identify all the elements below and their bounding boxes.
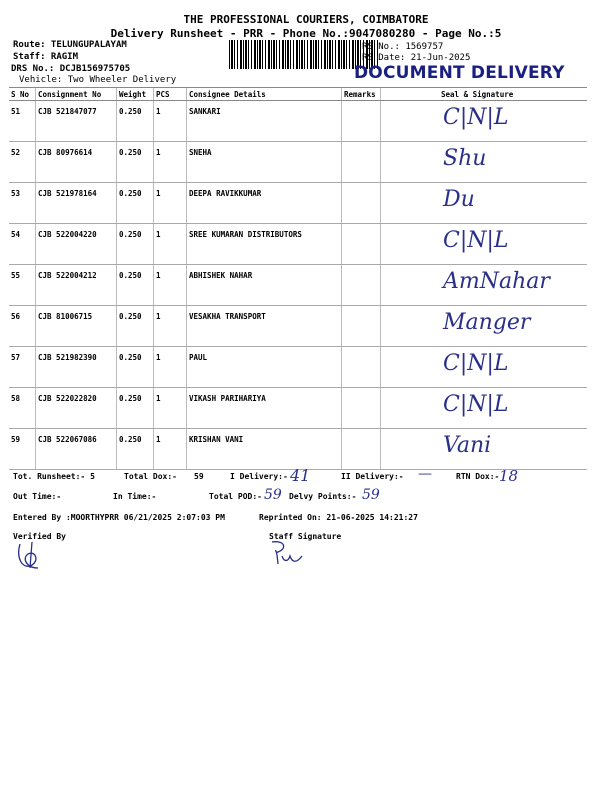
row-remarks (342, 306, 381, 347)
i-delivery-label: I Delivery:- (230, 472, 288, 481)
row-consignee: SANKARI (187, 101, 342, 142)
row-consignee: SNEHA (187, 142, 342, 183)
table-row (9, 306, 587, 347)
row-consignee: DEEPA RAVIKKUMAR (187, 183, 342, 224)
row-sno: 55 (9, 265, 36, 306)
row-signature (381, 142, 588, 183)
staff-label: Staff: RAGIM (13, 52, 79, 62)
company-title: THE PROFESSIONAL COURIERS, COIMBATORE (183, 13, 429, 26)
handwritten-signature: Vani (443, 433, 492, 458)
table-row (9, 429, 587, 470)
row-sno: 54 (9, 224, 36, 265)
table-row (9, 101, 587, 142)
row-pcs: 1 (154, 224, 187, 265)
rtn-dox-value: 18 (499, 467, 519, 485)
row-consignee: VESAKHA TRANSPORT (187, 306, 342, 347)
verified-signature-mark (14, 538, 48, 572)
total-dox-value: 59 (194, 472, 204, 481)
row-weight: 0.250 (117, 224, 154, 265)
row-consignee: KRISHAN VANI (187, 429, 342, 470)
out-time-label: Out Time:- (13, 492, 62, 501)
handwritten-signature: C|N|L (443, 228, 509, 253)
row-pcs: 1 (154, 347, 187, 388)
row-consignment-no: CJB 80976614 (36, 142, 117, 183)
row-consignment-no: CJB 81006715 (36, 306, 117, 347)
total-runsheet: Tot. Runsheet:- 5 (13, 472, 95, 481)
handwritten-signature: Du (443, 187, 475, 212)
staff-signature-mark (268, 538, 308, 568)
row-remarks (342, 347, 381, 388)
route-label: Route: TELUNGUPALAYAM (13, 40, 127, 50)
table-row (9, 142, 587, 183)
table-row (9, 183, 587, 224)
row-consignment-no: CJB 522022820 (36, 388, 117, 429)
vehicle-label: Vehicle: Two Wheeler Delivery (19, 75, 177, 85)
col-pcs: PCS (154, 88, 187, 101)
row-sno: 58 (9, 388, 36, 429)
delvy-points-label: Delvy Points:- (289, 492, 357, 501)
row-weight: 0.250 (117, 183, 154, 224)
ii-delivery-label: II Delivery:- (341, 472, 404, 481)
row-signature (381, 429, 588, 470)
col-signature: Seal & Signature (381, 88, 588, 101)
row-pcs: 1 (154, 142, 187, 183)
col-sno: S No (9, 88, 36, 101)
table-row (9, 265, 587, 306)
row-weight: 0.250 (117, 347, 154, 388)
row-weight: 0.250 (117, 101, 154, 142)
row-signature (381, 347, 588, 388)
row-weight: 0.250 (117, 388, 154, 429)
handwritten-signature: Manger (443, 310, 531, 335)
handwritten-signature: AmNahar (443, 269, 550, 294)
row-signature (381, 265, 588, 306)
col-consignment: Consignment No (36, 88, 117, 101)
row-pcs: 1 (154, 388, 187, 429)
row-sno: 53 (9, 183, 36, 224)
row-sno: 52 (9, 142, 36, 183)
table-row (9, 388, 587, 429)
reprinted-on: Reprinted On: 21-06-2025 14:21:27 (259, 513, 418, 522)
staff-signature-label: Staff Signature (269, 532, 342, 541)
row-weight: 0.250 (117, 429, 154, 470)
col-weight: Weight (117, 88, 154, 101)
table-row (9, 347, 587, 388)
table-row (9, 224, 587, 265)
row-pcs: 1 (154, 101, 187, 142)
row-sno: 56 (9, 306, 36, 347)
table-header-row (9, 88, 587, 101)
total-pod-value: 59 (264, 487, 282, 503)
row-consignment-no: CJB 521982390 (36, 347, 117, 388)
handwritten-signature: Shu (443, 146, 487, 171)
row-remarks (342, 142, 381, 183)
rtn-dox-label: RTN Dox:- (456, 472, 500, 481)
row-pcs: 1 (154, 265, 187, 306)
ii-delivery-value: — (418, 466, 432, 482)
row-pcs: 1 (154, 429, 187, 470)
row-signature (381, 306, 588, 347)
row-pcs: 1 (154, 183, 187, 224)
row-remarks (342, 224, 381, 265)
delvy-points-value: 59 (362, 487, 380, 503)
row-consignee: ABHISHEK NAHAR (187, 265, 342, 306)
row-weight: 0.250 (117, 142, 154, 183)
runsheet-table (9, 87, 587, 470)
row-consignment-no: CJB 522067086 (36, 429, 117, 470)
row-signature (381, 224, 588, 265)
row-consignee: PAUL (187, 347, 342, 388)
rs-date: RS Date: 21-Jun-2025 (362, 53, 471, 63)
entered-by: Entered By :MOORTHYPRR 06/21/2025 2:07:03 PM (13, 513, 225, 522)
verified-by-label: Verified By (13, 532, 66, 541)
col-remarks: Remarks (342, 88, 381, 101)
document-delivery-stamp: DOCUMENT DELIVERY (354, 63, 565, 83)
row-consignment-no: CJB 522004212 (36, 265, 117, 306)
row-sno: 51 (9, 101, 36, 142)
drs-label: DRS No.: DCJB156975705 (11, 64, 131, 74)
row-consignee: SREE KUMARAN DISTRIBUTORS (187, 224, 342, 265)
row-signature (381, 183, 588, 224)
row-remarks (342, 429, 381, 470)
row-consignment-no: CJB 521978164 (36, 183, 117, 224)
handwritten-signature: C|N|L (443, 351, 509, 376)
runsheet-subtitle: Delivery Runsheet - PRR - Phone No.:9047080280 - Page No.:5 (110, 27, 502, 40)
row-consignment-no: CJB 521847077 (36, 101, 117, 142)
total-pod-label: Total POD:- (209, 492, 262, 501)
row-weight: 0.250 (117, 306, 154, 347)
row-weight: 0.250 (117, 265, 154, 306)
row-consignee: VIKASH PARIHARIYA (187, 388, 342, 429)
row-sno: 57 (9, 347, 36, 388)
row-remarks (342, 101, 381, 142)
row-pcs: 1 (154, 306, 187, 347)
row-signature (381, 101, 588, 142)
rs-number: RS No.: 1569757 (362, 42, 444, 52)
row-consignment-no: CJB 522004220 (36, 224, 117, 265)
row-remarks (342, 183, 381, 224)
total-dox-label: Total Dox:- (124, 472, 177, 481)
row-remarks (342, 265, 381, 306)
row-remarks (342, 388, 381, 429)
handwritten-signature: C|N|L (443, 392, 509, 417)
in-time-label: In Time:- (113, 492, 157, 501)
row-signature (381, 388, 588, 429)
i-delivery-value: 41 (290, 466, 311, 485)
row-sno: 59 (9, 429, 36, 470)
handwritten-signature: C|N|L (443, 105, 509, 130)
col-consignee: Consignee Details (187, 88, 342, 101)
